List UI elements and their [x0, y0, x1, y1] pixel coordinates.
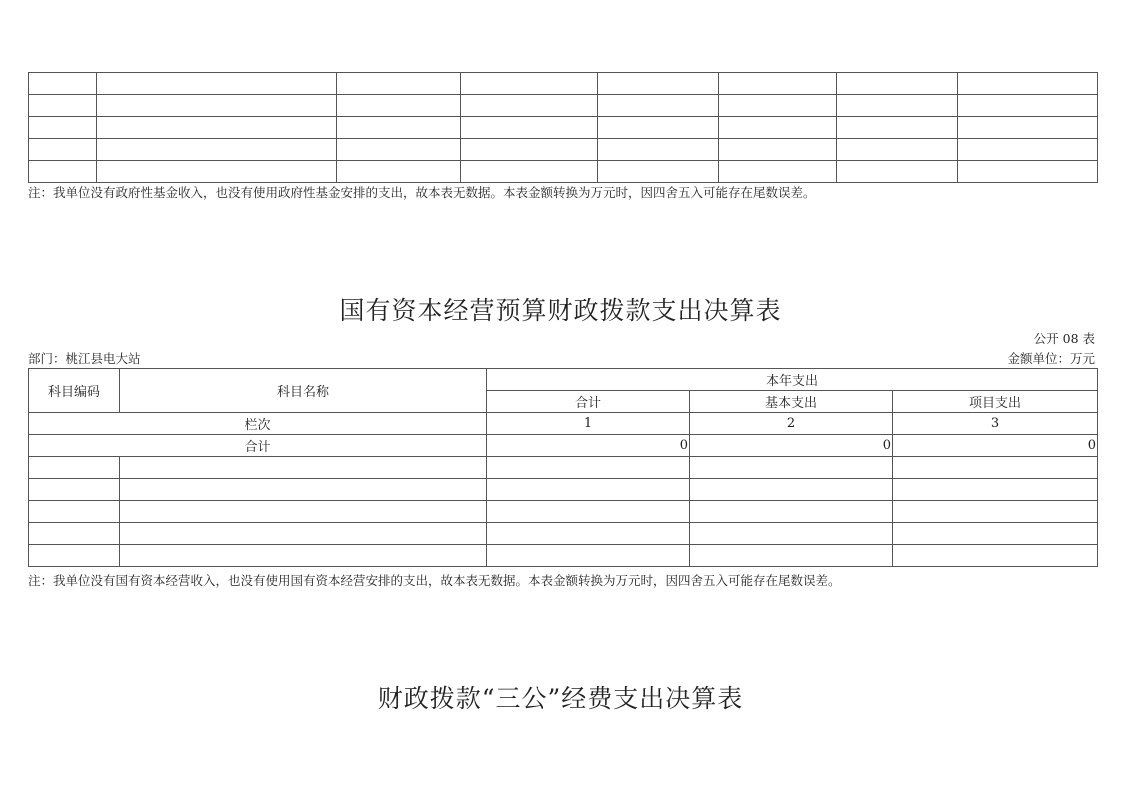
table-cell [29, 161, 97, 183]
column-index-3: 3 [893, 413, 1098, 435]
total-row [29, 435, 1098, 457]
table-cell [598, 161, 719, 183]
table-cell [958, 73, 1098, 95]
table-cell [487, 457, 690, 479]
header-row [29, 369, 1098, 391]
previous-table [28, 72, 1098, 183]
table-row [29, 457, 1098, 479]
table-cell [29, 501, 120, 523]
table-cell [719, 73, 837, 95]
table-cell [461, 117, 598, 139]
column-index-2: 2 [690, 413, 893, 435]
department-label: 部门：桃江县电大站 [28, 351, 141, 366]
header-name: 科目名称 [120, 369, 487, 413]
table-cell [337, 117, 461, 139]
table-row [29, 161, 1098, 183]
page-title: 国有资本经营预算财政拨款支出决算表 [339, 296, 782, 325]
table-cell [598, 139, 719, 161]
table-cell [598, 117, 719, 139]
footnote: 注：我单位没有国有资本经营收入，也没有使用国有资本经营安排的支出，故本表无数据。本表金额转换为万元时，因四舍五入可能存在尾数误差。 [28, 573, 841, 588]
table-cell [29, 545, 120, 567]
table-row [29, 139, 1098, 161]
table-cell [719, 95, 837, 117]
column-index-1: 1 [487, 413, 690, 435]
total-label: 合计 [29, 435, 487, 457]
table-cell [958, 139, 1098, 161]
table-cell [958, 117, 1098, 139]
section-title: 财政拨款“三公”经费支出决算表 [377, 684, 744, 713]
table-cell [690, 523, 893, 545]
table-cell [719, 117, 837, 139]
column-index-row [29, 413, 1098, 435]
header-basic: 基本支出 [690, 391, 893, 413]
table-cell [690, 479, 893, 501]
table-cell [120, 457, 487, 479]
table-cell [958, 161, 1098, 183]
table-cell [837, 117, 958, 139]
basic-amount: 0 [690, 435, 893, 457]
table-cell [837, 95, 958, 117]
expenditure-table [28, 368, 1098, 567]
footnote: 注：我单位没有政府性基金收入，也没有使用政府性基金安排的支出，故本表无数据。本表金额转换为万元时，因四舍五入可能存在尾数误差。 [28, 185, 816, 200]
table-cell [893, 523, 1098, 545]
total-amount: 0 [487, 435, 690, 457]
table-cell [487, 501, 690, 523]
table-cell [337, 95, 461, 117]
column-index-label: 栏次 [29, 413, 487, 435]
table-cell [97, 95, 337, 117]
table-row [29, 73, 1098, 95]
table-cell [461, 73, 598, 95]
table-cell [837, 139, 958, 161]
table-row [29, 117, 1098, 139]
table-cell [598, 73, 719, 95]
table-cell [893, 479, 1098, 501]
table-cell [487, 479, 690, 501]
header-total: 合计 [487, 391, 690, 413]
header-group: 本年支出 [487, 369, 1098, 391]
table-cell [837, 73, 958, 95]
table-cell [837, 161, 958, 183]
table-cell [719, 161, 837, 183]
table-cell [598, 95, 719, 117]
table-row [29, 479, 1098, 501]
table-cell [29, 479, 120, 501]
table-cell [487, 545, 690, 567]
table-cell [893, 501, 1098, 523]
table-row [29, 501, 1098, 523]
header-project: 项目支出 [893, 391, 1098, 413]
table-row [29, 545, 1098, 567]
project-amount: 0 [893, 435, 1098, 457]
table-cell [958, 95, 1098, 117]
table-cell [461, 139, 598, 161]
table-cell [690, 545, 893, 567]
amount-unit-label: 金额单位：万元 [1007, 351, 1095, 366]
table-cell [120, 545, 487, 567]
table-cell [893, 545, 1098, 567]
table-row [29, 95, 1098, 117]
table-cell [97, 73, 337, 95]
table-cell [690, 501, 893, 523]
table-cell [487, 523, 690, 545]
table-cell [29, 95, 97, 117]
table-cell [97, 161, 337, 183]
table-cell [29, 117, 97, 139]
table-cell [120, 523, 487, 545]
table-cell [719, 139, 837, 161]
table-cell [97, 139, 337, 161]
table-cell [29, 139, 97, 161]
table-cell [690, 457, 893, 479]
table-cell [120, 501, 487, 523]
table-cell [120, 479, 487, 501]
table-cell [893, 457, 1098, 479]
table-cell [29, 73, 97, 95]
table-cell [461, 95, 598, 117]
table-cell [337, 73, 461, 95]
table-cell [461, 161, 598, 183]
table-cell [29, 457, 120, 479]
table-cell [337, 139, 461, 161]
header-code: 科目编码 [29, 369, 120, 413]
table-cell [337, 161, 461, 183]
form-code: 公开 08 表 [1033, 331, 1095, 346]
table-cell [29, 523, 120, 545]
table-cell [97, 117, 337, 139]
table-row [29, 523, 1098, 545]
